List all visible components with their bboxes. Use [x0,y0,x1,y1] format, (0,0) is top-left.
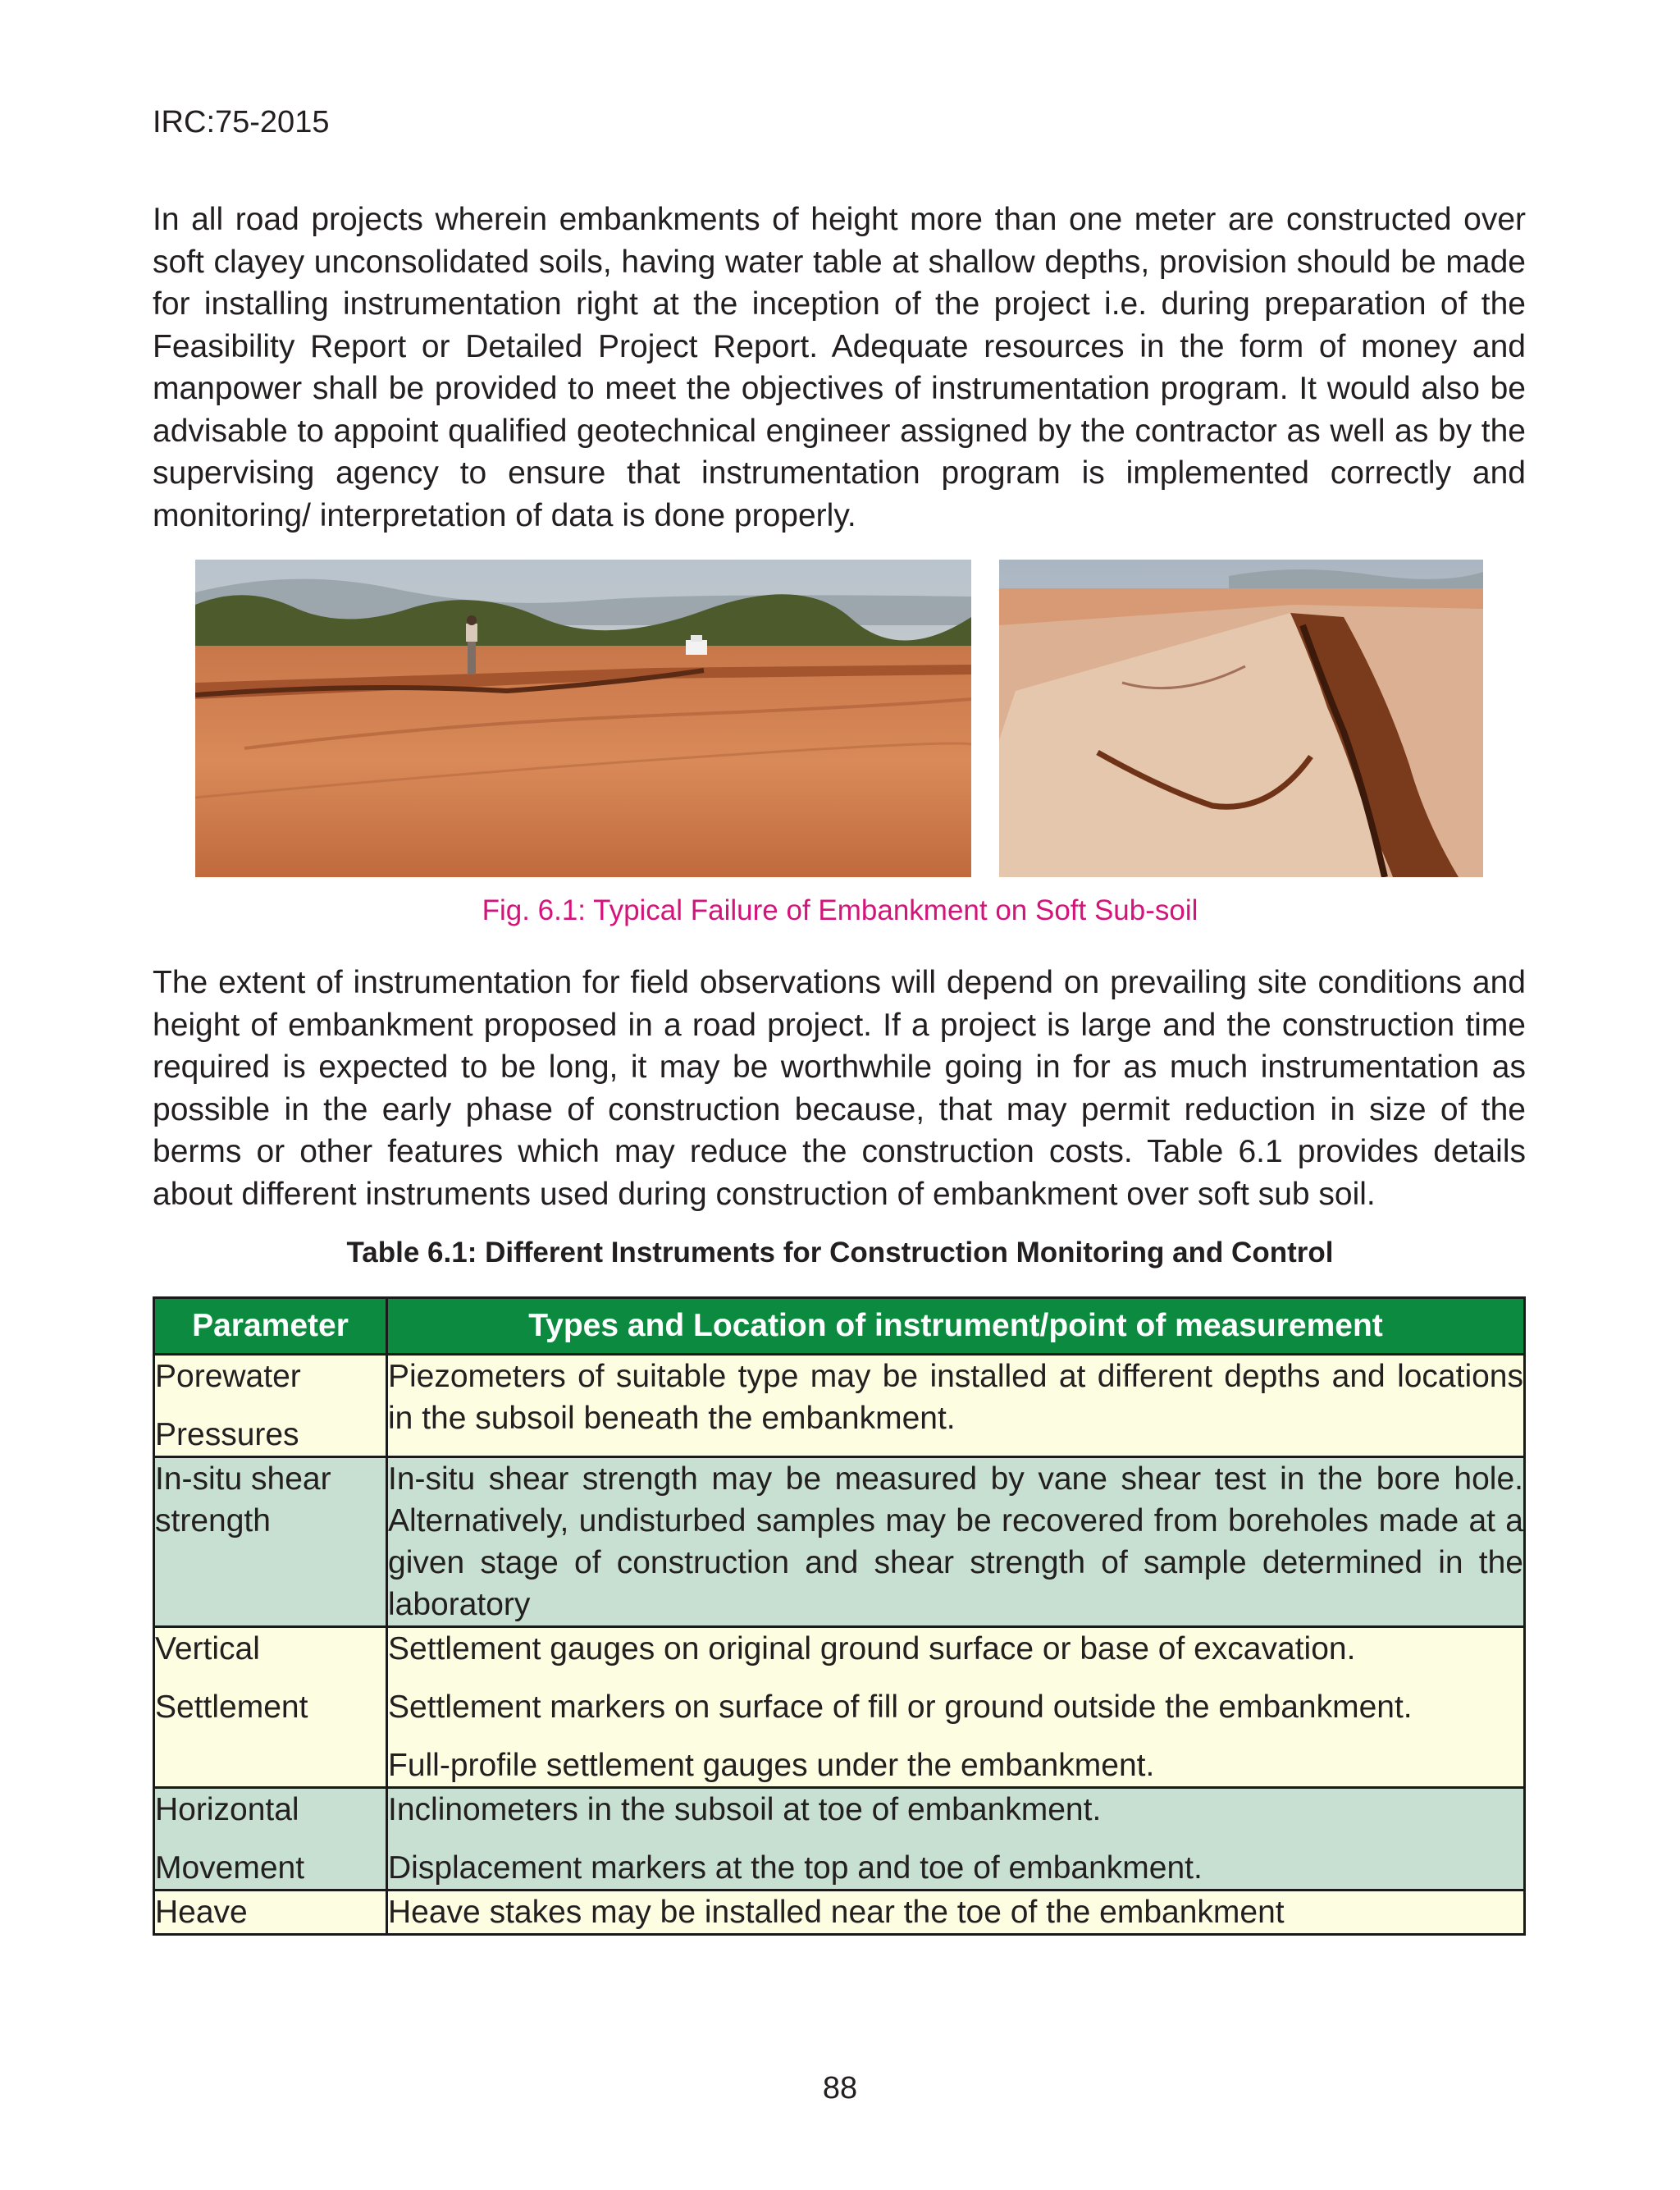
parameter-text: Pressures [155,1417,299,1452]
parameter-text: In-situ shear strength [155,1461,331,1538]
parameter-cell [154,1788,387,1891]
instruments-table [153,1296,1526,1936]
table-row [154,1891,1525,1935]
figure-caption: Fig. 6.1: Typical Failure of Embankment on Soft Sub-soil [482,894,1198,926]
description-text: Heave stakes may be installed near the toe of the embankment [388,1895,1285,1930]
page-number: 88 [822,2071,858,2105]
table-row [154,1355,1525,1457]
parameter-cell [154,1891,387,1935]
parameter-text: Vertical [155,1631,260,1667]
table-row [154,1627,1525,1788]
parameter-cell [154,1627,387,1788]
embankment-failure-photo-left [195,560,971,877]
table-caption: Table 6.1: Different Instruments for Construction Monitoring and Control [346,1237,1334,1269]
parameter-text: Horizontal [155,1792,299,1827]
description-cell [387,1457,1525,1627]
description-text: Settlement markers on surface of fill or ground outside the embankment. [388,1689,1413,1725]
instrumentation-paragraph: The extent of instrumentation for field observations will depend on prevailing site conditions and height of embankment proposed in a road project. If a project is large and the construction time required is expected to be long, it may be worthwhile going in for as much instrumentation as possible in the early phase of construction because, that may permit reduction in size of the berms or other features which may reduce the construction costs. Table 6.1 provides details about different instruments used during construction of embankment over soft sub soil. [153,965,1526,1212]
description-cell [387,1627,1525,1788]
parameter-text: Settlement [155,1689,308,1725]
table-row [154,1788,1525,1891]
description-text: Full-profile settlement gauges under the embankment. [388,1748,1155,1783]
parameter-text: Porewater [155,1359,301,1394]
parameter-text: Heave [155,1895,248,1930]
table-row [154,1457,1525,1627]
table-header-row [154,1298,1525,1355]
column-header-parameter: Parameter [154,1298,387,1355]
description-cell [387,1891,1525,1935]
embankment-failure-photo-right [999,560,1483,877]
description-text: Settlement gauges on original ground surface or base of excavation. [388,1631,1356,1667]
description-text: Piezometers of suitable type may be installed at different depths and locations in the subsoil beneath the embankment. [388,1359,1523,1436]
description-text: In-situ shear strength may be measured by vane shear test in the bore hole. Alternatively, undisturbed samples may be recovered from boreholes made at a given stage of construction and shear strength of sample determined in the laboratory [388,1461,1523,1622]
description-cell [387,1355,1525,1457]
column-header-instrument-types: Types and Location of instrument/point of measurement [387,1298,1525,1355]
intro-paragraph: In all road projects wherein embankments of height more than one meter are constructed over soft clayey unconsolidated soils, having water table at shallow depths, provision should be made for installing instrumentation right at the inception of the project i.e. during preparation of the Feasibility Report or Detailed Project Report. Adequate resources in the form of money and manpower shall be provided to meet the objectives of instrumentation program. It would also be advisable to appoint qualified geotechnical engineer assigned by the contractor as well as by the supervising agency to ensure that instrumentation program is implemented correctly and monitoring/ interpretation of data is done properly. [153,202,1526,533]
document-code-header: IRC:75-2015 [153,105,330,139]
description-text: Displacement markers at the top and toe of embankment. [388,1850,1203,1886]
parameter-cell [154,1355,387,1457]
description-text: Inclinometers in the subsoil at toe of embankment. [388,1792,1102,1827]
parameter-text: Movement [155,1850,305,1886]
parameter-cell [154,1457,387,1627]
description-cell [387,1788,1525,1891]
